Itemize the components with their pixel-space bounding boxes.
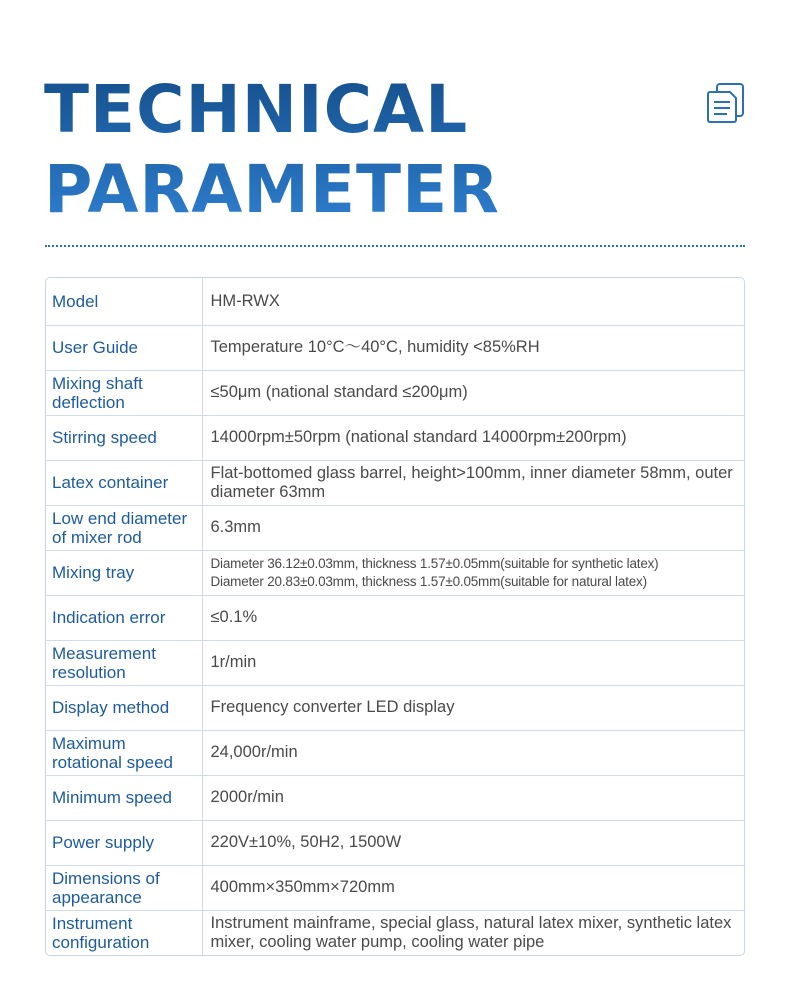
table-row: [46, 865, 744, 910]
param-label: Mixing shaft deflection: [46, 370, 202, 415]
param-value: ≤50μm (national standard ≤200μm): [202, 370, 744, 415]
table-row: [46, 820, 744, 865]
param-value: ≤0.1%: [202, 595, 744, 640]
param-value: 400mm×350mm×720mm: [202, 865, 744, 910]
document-icon: [705, 82, 747, 124]
param-label: Model: [46, 278, 202, 325]
table-row: [46, 730, 744, 775]
param-value: Flat-bottomed glass barrel, height>100mm, inner diameter 58mm, outer diameter 63mm: [202, 460, 744, 505]
param-label: Latex container: [46, 460, 202, 505]
param-value: 2000r/min: [202, 775, 744, 820]
param-label: Display method: [46, 685, 202, 730]
param-label: Stirring speed: [46, 415, 202, 460]
table-row: [46, 910, 744, 955]
param-label: Measurement resolution: [46, 640, 202, 685]
dotted-divider: [45, 245, 745, 247]
param-value: Temperature 10°C～40°C, humidity <85%RH: [202, 325, 744, 370]
param-value: Frequency converter LED display: [202, 685, 744, 730]
table-row: [46, 595, 744, 640]
param-value: 1r/min: [202, 640, 744, 685]
param-label: Dimensions of appearance: [46, 865, 202, 910]
table-row: [46, 640, 744, 685]
title-line-2: PARAMETER: [44, 151, 500, 228]
param-label: Maximum rotational speed: [46, 730, 202, 775]
param-value-line: Diameter 20.83±0.03mm, thickness 1.57±0.05mm(suitable for natural latex): [210, 573, 647, 589]
param-value: 220V±10%, 50H2, 1500W: [202, 820, 744, 865]
table-row: [46, 325, 744, 370]
table-row: [46, 505, 744, 550]
param-value: Instrument mainframe, special glass, natural latex mixer, synthetic latex mixer, cooling water pump, cooling water pipe: [210, 913, 732, 951]
param-value: 14000rpm±50rpm (national standard 14000rpm±200rpm): [202, 415, 744, 460]
parameter-table: [45, 277, 745, 956]
param-value: HM-RWX: [202, 278, 744, 325]
param-value: [202, 550, 744, 595]
param-label: Indication error: [46, 595, 202, 640]
table-row: [46, 775, 744, 820]
param-value: 6.3mm: [202, 505, 744, 550]
param-value-line: Diameter 36.12±0.03mm, thickness 1.57±0.05mm(suitable for synthetic latex): [210, 555, 659, 571]
param-label: Mixing tray: [46, 550, 202, 595]
param-value: 24,000r/min: [202, 730, 744, 775]
table-row: [46, 460, 744, 505]
param-label: Instrument configuration: [46, 910, 202, 955]
param-label: Power supply: [46, 820, 202, 865]
param-label: User Guide: [46, 325, 202, 370]
page-title: [44, 70, 500, 230]
table-row: [46, 550, 744, 595]
param-label: Low end diameter of mixer rod: [46, 505, 202, 550]
param-label: Minimum speed: [46, 775, 202, 820]
title-line-1: TECHNICAL: [44, 71, 469, 148]
table-row: [46, 415, 744, 460]
table-row: [46, 278, 744, 325]
table-row: [46, 685, 744, 730]
table-row: [46, 370, 744, 415]
